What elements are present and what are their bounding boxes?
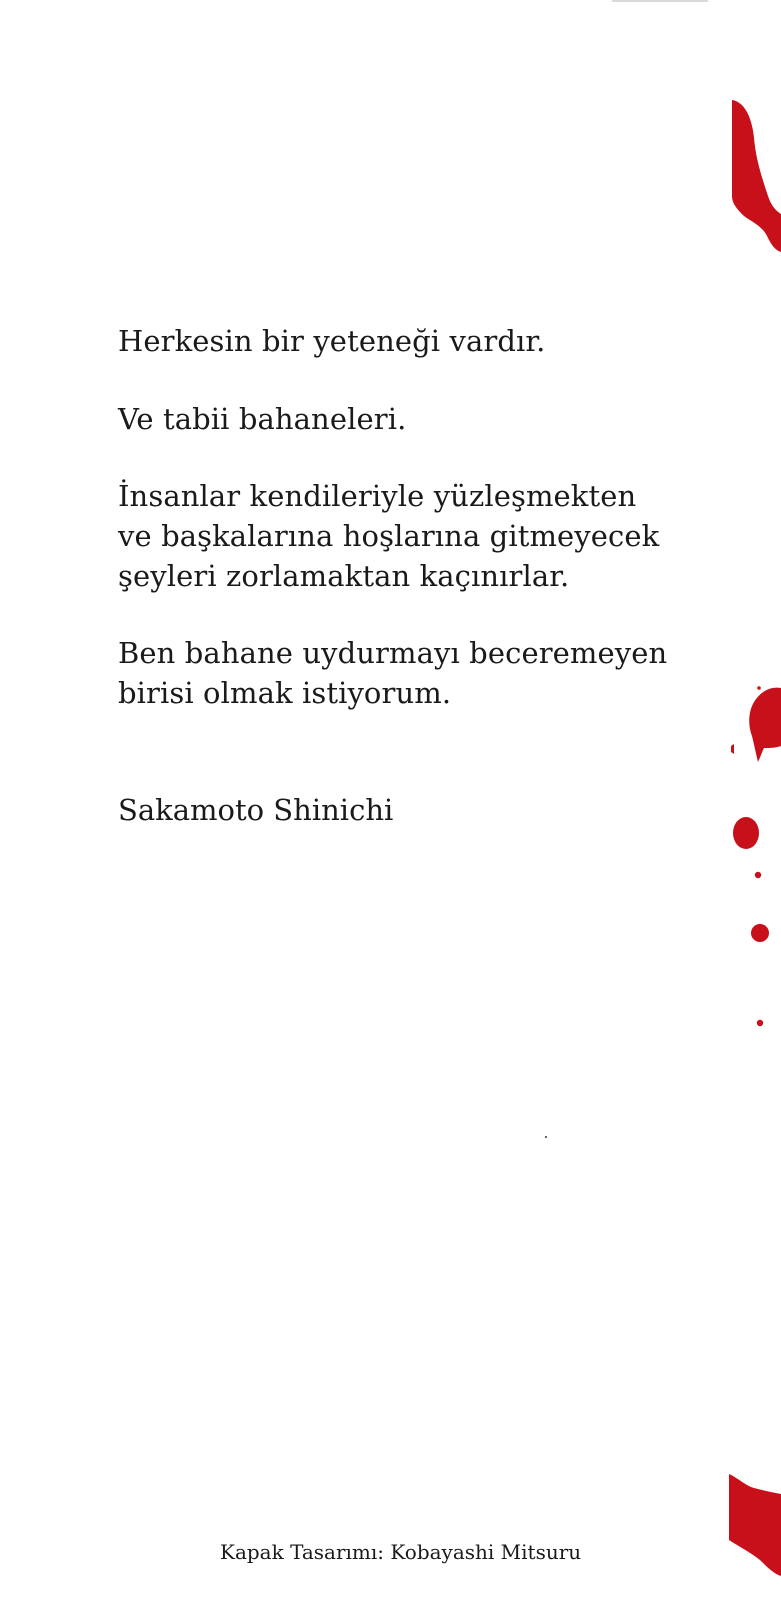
poem-line: İnsanlar kendileriyle yüzleşmekten <box>118 479 637 513</box>
author-name: Sakamoto Shinichi <box>118 793 394 827</box>
poem-stanza-2 <box>118 399 406 439</box>
poem-stanza-1 <box>118 321 545 361</box>
splatter-dot-3 <box>757 1020 763 1026</box>
poem-line: Ve tabii bahaneleri. <box>118 402 407 436</box>
poem-stanza-3 <box>118 476 659 596</box>
splatter-bottom-right <box>729 1474 781 1576</box>
poem-line: ve başkalarına hoşlarına gitmeyecek <box>118 519 660 553</box>
poem-line: şeyleri zorlamaktan kaçınırlar. <box>118 559 570 593</box>
splatter-drop-2 <box>751 924 769 942</box>
poem-line: Herkesin bir yeteneği vardır. <box>118 324 546 358</box>
splatter-top-right <box>732 100 781 252</box>
splatter-mid-right <box>749 688 781 762</box>
poem-line: Ben bahane uydurmayı beceremeyen <box>118 636 668 670</box>
cover-design-credit: Kapak Tasarımı: Kobayashi Mitsuru <box>220 1540 582 1564</box>
splatter-drop-1 <box>733 817 759 849</box>
poem-line: birisi olmak istiyorum. <box>118 676 452 710</box>
splatter-dot-4 <box>545 1136 547 1138</box>
splatter-dot-2 <box>755 872 761 878</box>
poem-stanza-4 <box>118 633 667 713</box>
splatter-dot-1 <box>757 686 761 690</box>
splatter-sliver <box>731 744 734 754</box>
